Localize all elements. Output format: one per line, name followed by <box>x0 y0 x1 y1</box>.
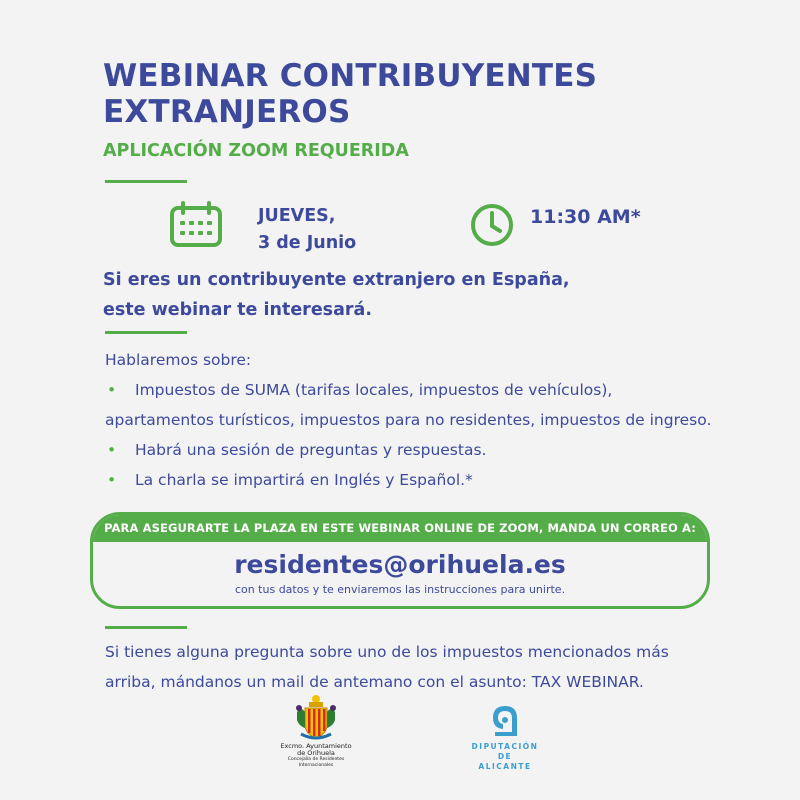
footer-line-1: Si tienes alguna pregunta sobre uno de los impuestos mencionados más <box>105 643 669 661</box>
registration-box <box>90 512 710 609</box>
diputacion-caption-1: DIPUTACIÓN <box>471 742 539 751</box>
bullet: • <box>107 381 117 399</box>
list-item-continuation: apartamentos turísticos, impuestos para no residentes, impuestos de ingreso. <box>105 411 712 429</box>
diputacion-icon <box>487 702 523 740</box>
diputacion-caption-2: DE ALICANTE <box>478 752 532 771</box>
intro-line-2: este webinar te interesará. <box>103 300 372 320</box>
list-item-text: Habrá una sesión de preguntas y respuestas. <box>135 441 487 459</box>
event-date <box>258 203 356 257</box>
event-date-value: 3 de Junio <box>258 233 357 253</box>
title-line-2: EXTRANJEROS <box>103 94 351 130</box>
footer-text <box>105 637 745 697</box>
event-day: JUEVES, <box>258 206 336 226</box>
title-line-1: WEBINAR CONTRIBUYENTES <box>103 58 598 94</box>
topics-list <box>105 345 765 495</box>
event-time: 11:30 AM* <box>530 206 641 228</box>
list-item-text: Impuestos de SUMA (tarifas locales, impuestos de vehículos), <box>135 381 613 399</box>
intro-line-1: Si eres un contribuyente extranjero en España, <box>103 270 570 290</box>
footer-line-2: arriba, mándanos un mail de antemano con el asunto: TAX WEBINAR. <box>105 673 644 691</box>
clock-icon <box>470 203 514 247</box>
registration-note: con tus datos y te enviaremos las instrucciones para unirte. <box>234 583 566 596</box>
page-title <box>103 58 723 130</box>
bullet: • <box>107 441 117 459</box>
email-link[interactable]: residentes@orihuela.es <box>234 550 566 579</box>
subtitle: APLICACIÓN ZOOM REQUERIDA <box>103 141 409 161</box>
orihuela-caption-2: de Orihuela <box>297 749 335 757</box>
list-item-text: La charla se impartirá en Inglés y Español.* <box>135 471 473 489</box>
calendar-icon <box>168 201 224 249</box>
diputacion-logo <box>470 702 540 772</box>
list-item <box>105 465 765 495</box>
registration-header: PARA ASEGURARTE LA PLAZA EN ESTE WEBINAR ONLINE DE ZOOM, MANDA UN CORREO A: <box>93 515 707 542</box>
coat-of-arms-icon <box>293 694 339 742</box>
divider <box>105 180 187 183</box>
orihuela-logo <box>276 694 356 769</box>
intro-text <box>103 265 703 325</box>
orihuela-caption-3: Concejalía de Residentes Internacionales <box>287 757 345 768</box>
bullet: • <box>107 471 117 489</box>
orihuela-caption-1: Excmo. Ayuntamiento <box>280 742 352 750</box>
list-item <box>105 435 765 465</box>
topics-heading: Hablaremos sobre: <box>105 351 252 369</box>
list-item <box>105 375 765 405</box>
divider <box>105 626 187 629</box>
divider <box>105 331 187 334</box>
